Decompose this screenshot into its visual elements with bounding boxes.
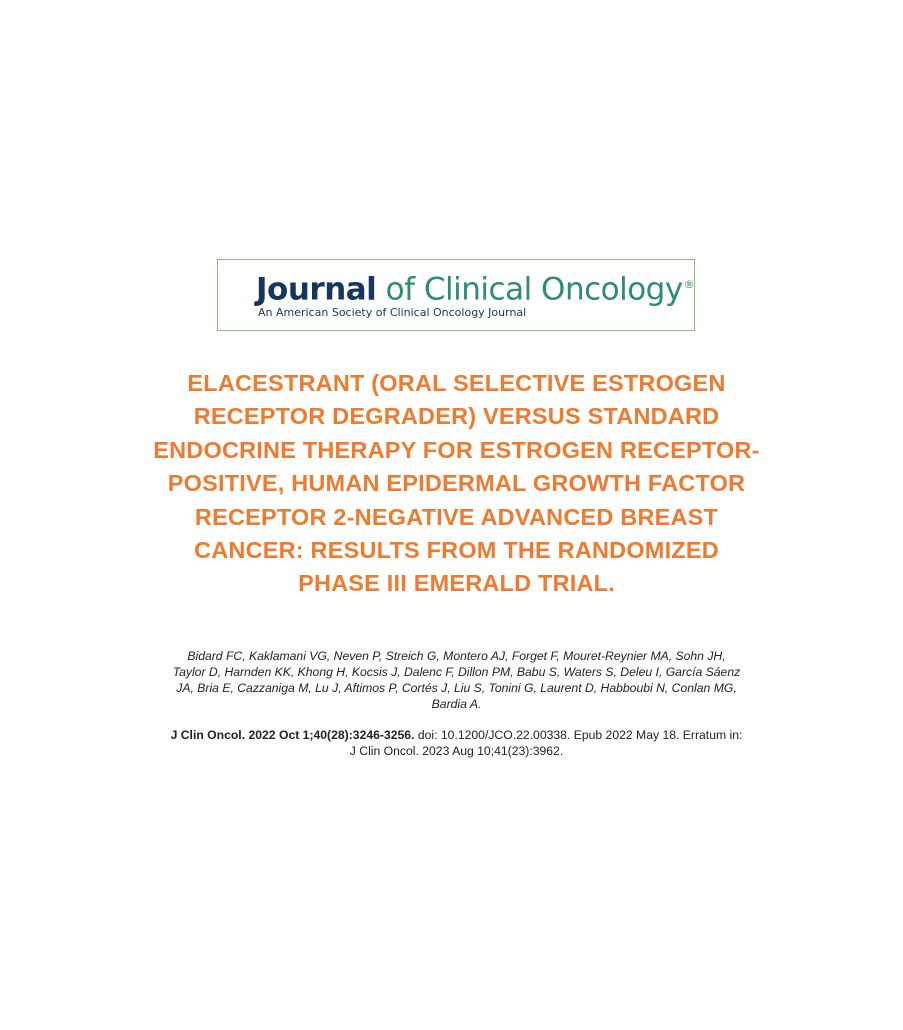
journal-logo-title [256,267,694,307]
registered-mark: ® [683,278,695,291]
article-title: ELACESTRANT (ORAL SELECTIVE ESTROGEN RECEPTOR DEGRADER) VERSUS STANDARD ENDOCRINE THERAPY FOR ESTROGEN RECEPTOR-POSITIVE, HUMAN EPIDERMAL GROWTH FACTOR RECEPTOR 2-NEGATIVE ADVANCED BREAST CANCER: RESULTS FROM THE RANDOMIZED PHASE III EMERALD TRIAL. [153,370,760,597]
journal-name-part1: Journal [256,271,377,308]
journal-subtitle: An American Society of Clinical Oncology Journal [258,306,527,319]
author-list: Bidard FC, Kaklamani VG, Neven P, Streich G, Montero AJ, Forget F, Mouret-Reynier MA, Sohn JH, Taylor D, Harnden KK, Khong H, Kocsis J, Dalenc F, Dillon PM, Babu S, Waters S, Deleu I, García Sáenz JA, Bria E, Cazzaniga M, Lu J, Aftimos P, Cortés J, Liu S, Tonini G, Laurent D, Habboubi N, Conlan MG, Bardia A. [172,649,741,711]
journal-logo-box [217,259,695,331]
journal-name-part2: of Clinical Oncology [376,271,683,308]
citation-doi-erratum: doi: 10.1200/JCO.22.00338. Epub 2022 May 18. Erratum in: J Clin Oncol. 2023 Aug 10;41(23):3962. [349,728,743,758]
citation-journal-ref: J Clin Oncol. 2022 Oct 1;40(28):3246-3256. [170,728,415,742]
citation [170,727,743,759]
